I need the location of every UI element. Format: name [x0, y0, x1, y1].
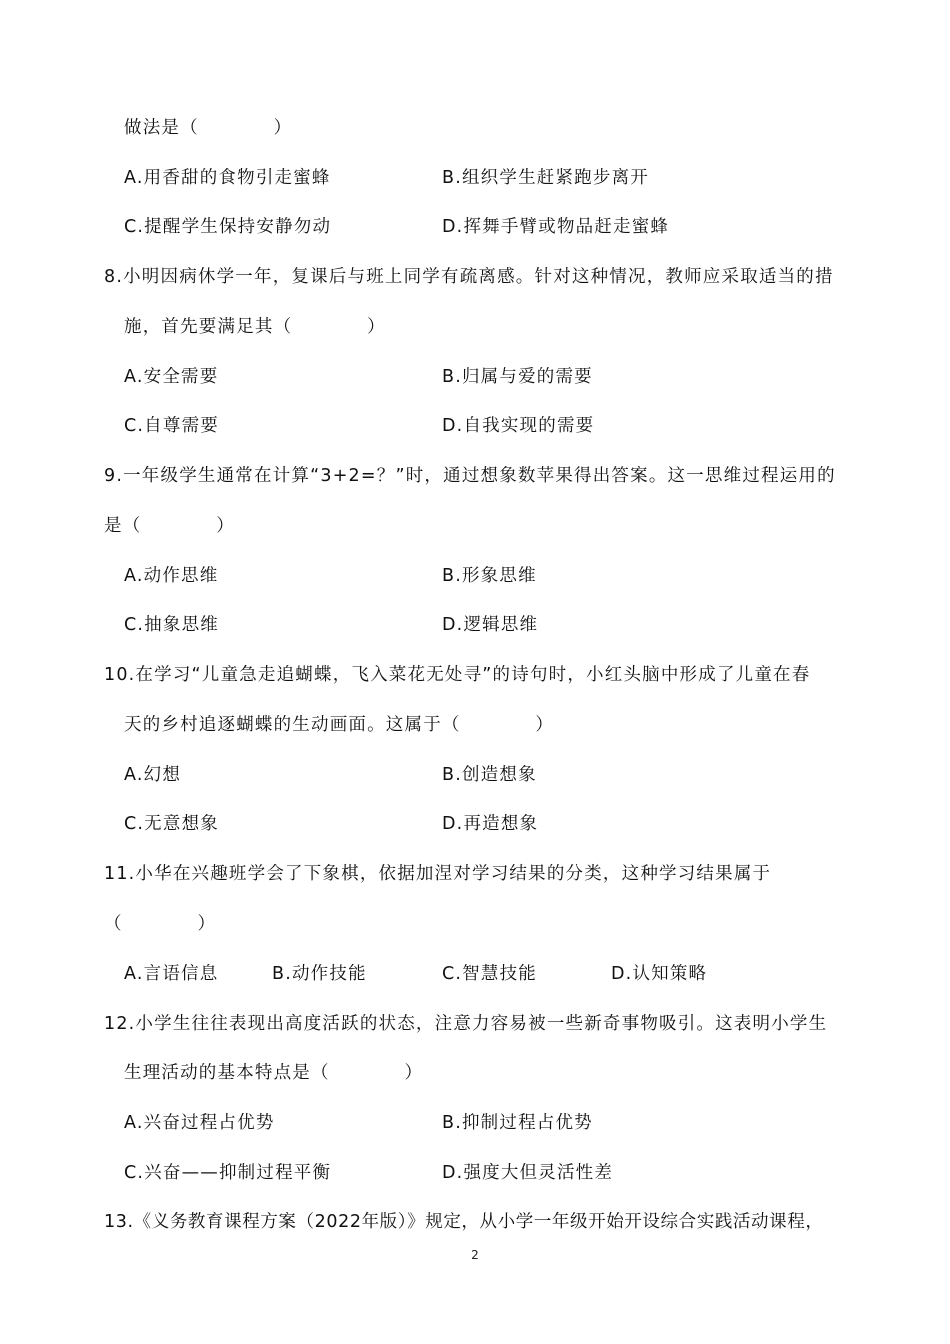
q12-option-b: B.抑制过程占优势: [442, 1113, 593, 1133]
q11-stem-continuation: （ ）: [104, 914, 217, 934]
q12-stem-continuation: 生理活动的基本特点是（ ）: [124, 1063, 424, 1083]
q11-option-b: B.动作技能: [272, 964, 367, 984]
q11-option-c: C.智慧技能: [442, 964, 537, 984]
q11-option-a: A.言语信息: [124, 964, 219, 984]
q11-option-d: D.认知策略: [611, 964, 708, 984]
q7-option-b: B.组织学生赶紧跑步离开: [442, 168, 649, 188]
q10-option-a: A.幻想: [124, 765, 182, 785]
q7-option-c: C.提醒学生保持安静勿动: [124, 217, 332, 237]
q10-option-b: B.创造想象: [442, 765, 537, 785]
q8-option-b: B.归属与爱的需要: [442, 367, 593, 387]
q12-option-a: A.兴奋过程占优势: [124, 1113, 275, 1133]
q9-option-b: B.形象思维: [442, 566, 537, 586]
q10-option-d: D.再造想象: [442, 814, 539, 834]
q8-stem: 8.小明因病休学一年，复课后与班上同学有疏离感。针对这种情况，教师应采取适当的措: [104, 267, 834, 287]
q13-stem: 13.《义务教育课程方案（2022年版）》规定，从小学一年级开始开设综合实践活动课程，: [104, 1212, 824, 1232]
q9-option-c: C.抽象思维: [124, 615, 219, 635]
q7-option-d: D.挥舞手臂或物品赶走蜜蜂: [442, 217, 670, 237]
q12-option-c: C.兴奋——抑制过程平衡: [124, 1163, 332, 1183]
q7-option-a: A.用香甜的食物引走蜜蜂: [124, 168, 331, 188]
q8-option-c: C.自尊需要: [124, 416, 219, 436]
page-number: 2: [471, 1248, 479, 1262]
q10-stem: 10.在学习“儿童急走追蝴蝶，飞入菜花无处寻”的诗句时，小红头脑中形成了儿童在春: [104, 665, 811, 685]
q9-option-a: A.动作思维: [124, 566, 219, 586]
q9-option-d: D.逻辑思维: [442, 615, 539, 635]
q12-option-d: D.强度大但灵活性差: [442, 1163, 614, 1183]
q11-stem: 11.小华在兴趣班学会了下象棋，依据加涅对学习结果的分类，这种学习结果属于: [104, 864, 772, 884]
q8-stem-continuation: 施，首先要满足其（ ）: [124, 317, 386, 337]
q7-stem-continuation: 做法是（ ）: [124, 118, 293, 138]
q9-stem-continuation: 是（ ）: [104, 516, 235, 536]
q9-stem: 9.一年级学生通常在计算“3+2=？”时，通过想象数苹果得出答案。这一思维过程运用的: [104, 466, 836, 486]
q10-option-c: C.无意想象: [124, 814, 219, 834]
q8-option-a: A.安全需要: [124, 367, 219, 387]
q10-stem-continuation: 天的乡村追逐蝴蝶的生动画面。这属于（ ）: [124, 715, 555, 735]
q8-option-d: D.自我实现的需要: [442, 416, 595, 436]
q12-stem: 12.小学生往往表现出高度活跃的状态，注意力容易被一些新奇事物吸引。这表明小学生: [104, 1014, 828, 1034]
